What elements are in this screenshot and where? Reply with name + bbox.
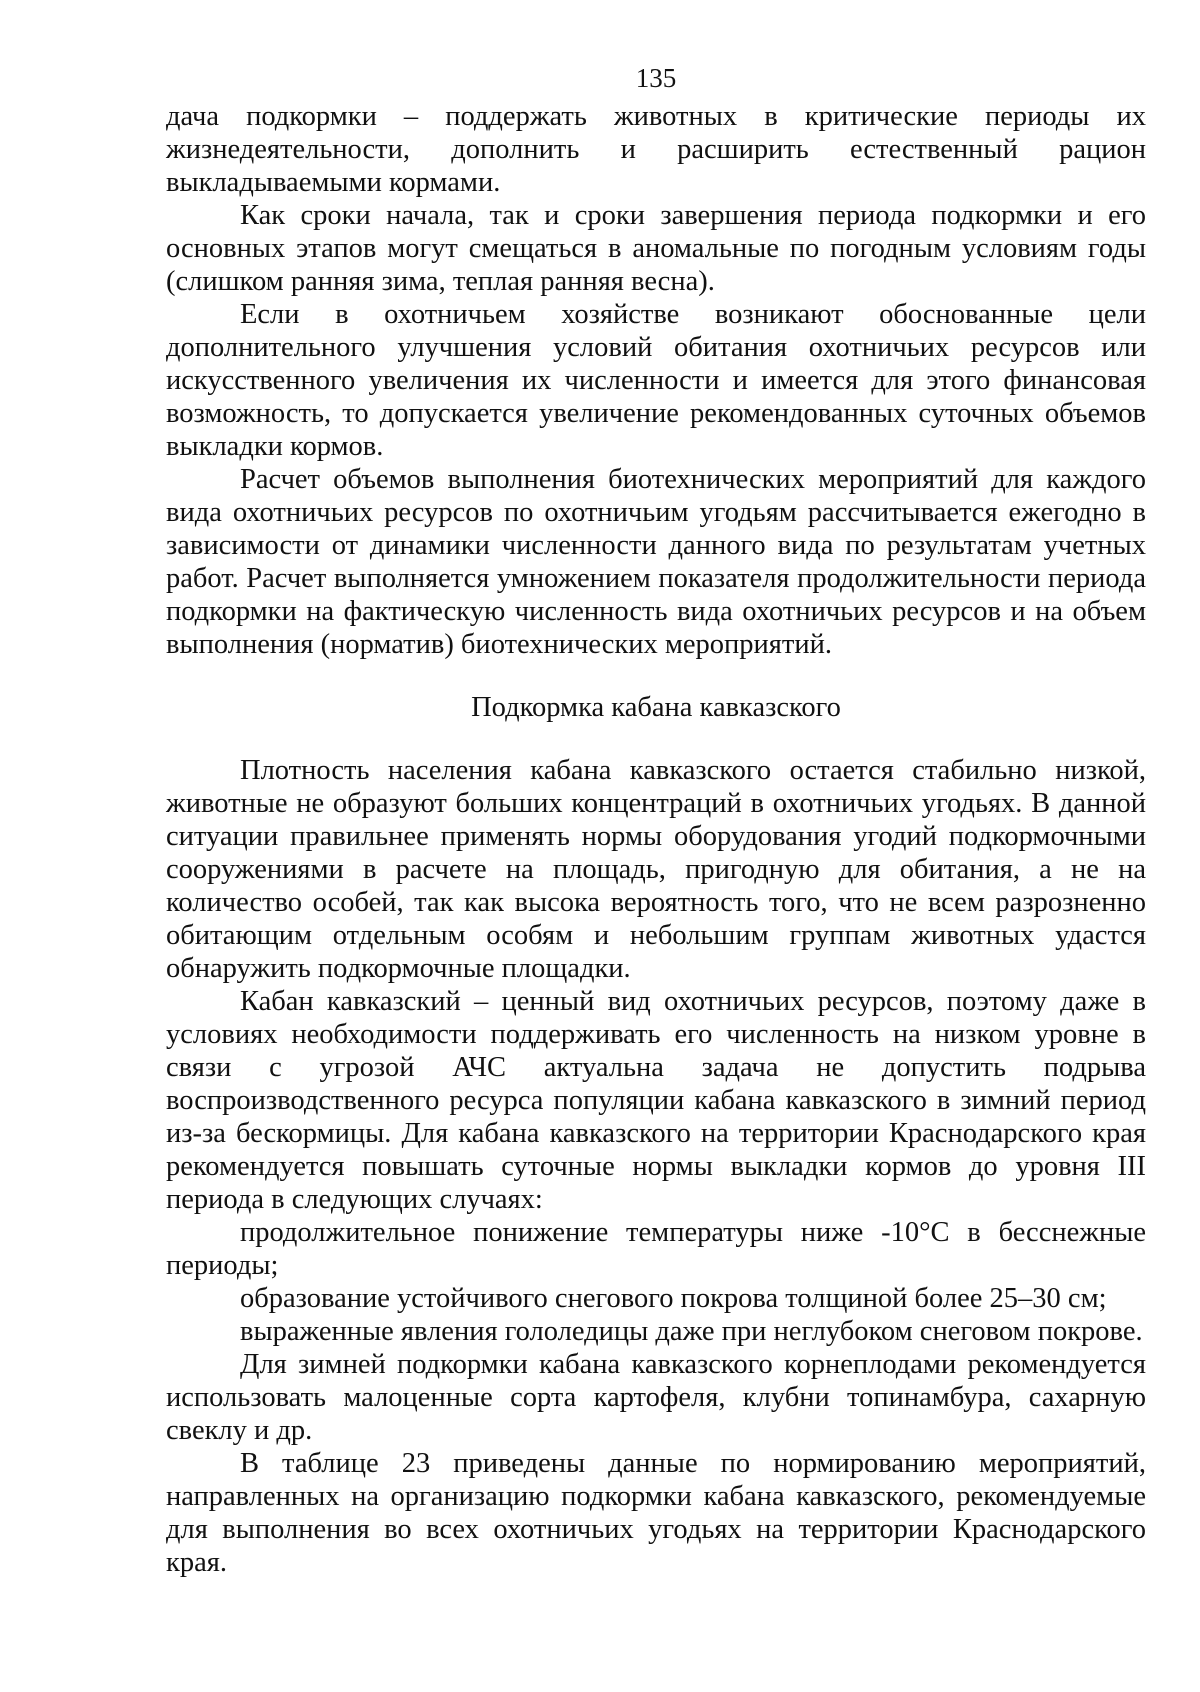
- list-item: выраженные явления гололедицы даже при неглубоком снеговом покрове.: [240, 1316, 1143, 1347]
- paragraph: Если в охотничьем хозяйстве возникают обоснованные цели дополнительного улучшения условий обитания охотничьих ресурсов или искусственного увеличения их численности и имеется для этого финансовая возможность, то допускается увеличение рекомендованных суточных объемов выкладки кормов.: [166, 299, 1146, 462]
- list-item: образование устойчивого снегового покрова толщиной более 25–30 см;: [240, 1283, 1107, 1314]
- paragraph-continuation: дача подкормки – поддержать животных в критические периоды их жизнедеятельности, дополнить и расширить естественный рацион выкладываемыми кормами.: [166, 101, 1146, 198]
- paragraph: Как сроки начала, так и сроки завершения периода подкормки и его основных этапов могут смещаться в аномальные по погодным условиям годы (слишком ранняя зима, теплая ранняя весна).: [166, 200, 1146, 297]
- paragraph: Кабан кавказский – ценный вид охотничьих ресурсов, поэтому даже в условиях необходимости поддерживать его численность на низком уровне в связи с угрозой АЧС актуальна задача не допустить подрыва воспроизводственного ресурса популяции кабана кавказского в зимний период из-за бескормицы. Для кабана кавказского на территории Краснодарского края рекомендуется повышать суточные нормы выкладки кормов до уровня III периода в следующих случаях:: [166, 986, 1146, 1215]
- document-page: [166, 60, 1146, 1579]
- page-number: 135: [635, 63, 677, 93]
- paragraph: Плотность населения кабана кавказского остается стабильно низкой, животные не образуют больших концентраций в охотничьих угодьях. В данной ситуации правильнее применять нормы оборудования угодий подкормочными сооружениями в расчете на площадь, пригодную для обитания, а не на количество особей, так как высока вероятность того, что не всем разрозненно обитающим отдельным особям и небольшим группам животных удастся обнаружить подкормочные площадки.: [166, 755, 1146, 984]
- section-heading: Подкормка кабана кавказского: [471, 692, 841, 723]
- paragraph: В таблице 23 приведены данные по нормированию мероприятий, направленных на организацию подкормки кабана кавказского, рекомендуемые для выполнения во всех охотничьих угодьях на территории Краснодарского края.: [166, 1448, 1146, 1578]
- list-item: продолжительное понижение температуры ниже -10°С в бесснежные периоды;: [166, 1217, 1146, 1281]
- paragraph: Для зимней подкормки кабана кавказского корнеплодами рекомендуется использовать малоценные сорта картофеля, клубни топинамбура, сахарную свеклу и др.: [166, 1349, 1146, 1446]
- paragraph: Расчет объемов выполнения биотехнических мероприятий для каждого вида охотничьих ресурсов по охотничьим угодьям рассчитывается ежегодно в зависимости от динамики численности данного вида по результатам учетных работ. Расчет выполняется умножением показателя продолжительности периода подкормки на фактическую численность вида охотничьих ресурсов и на объем выполнения (норматив) биотехнических мероприятий.: [166, 464, 1146, 660]
